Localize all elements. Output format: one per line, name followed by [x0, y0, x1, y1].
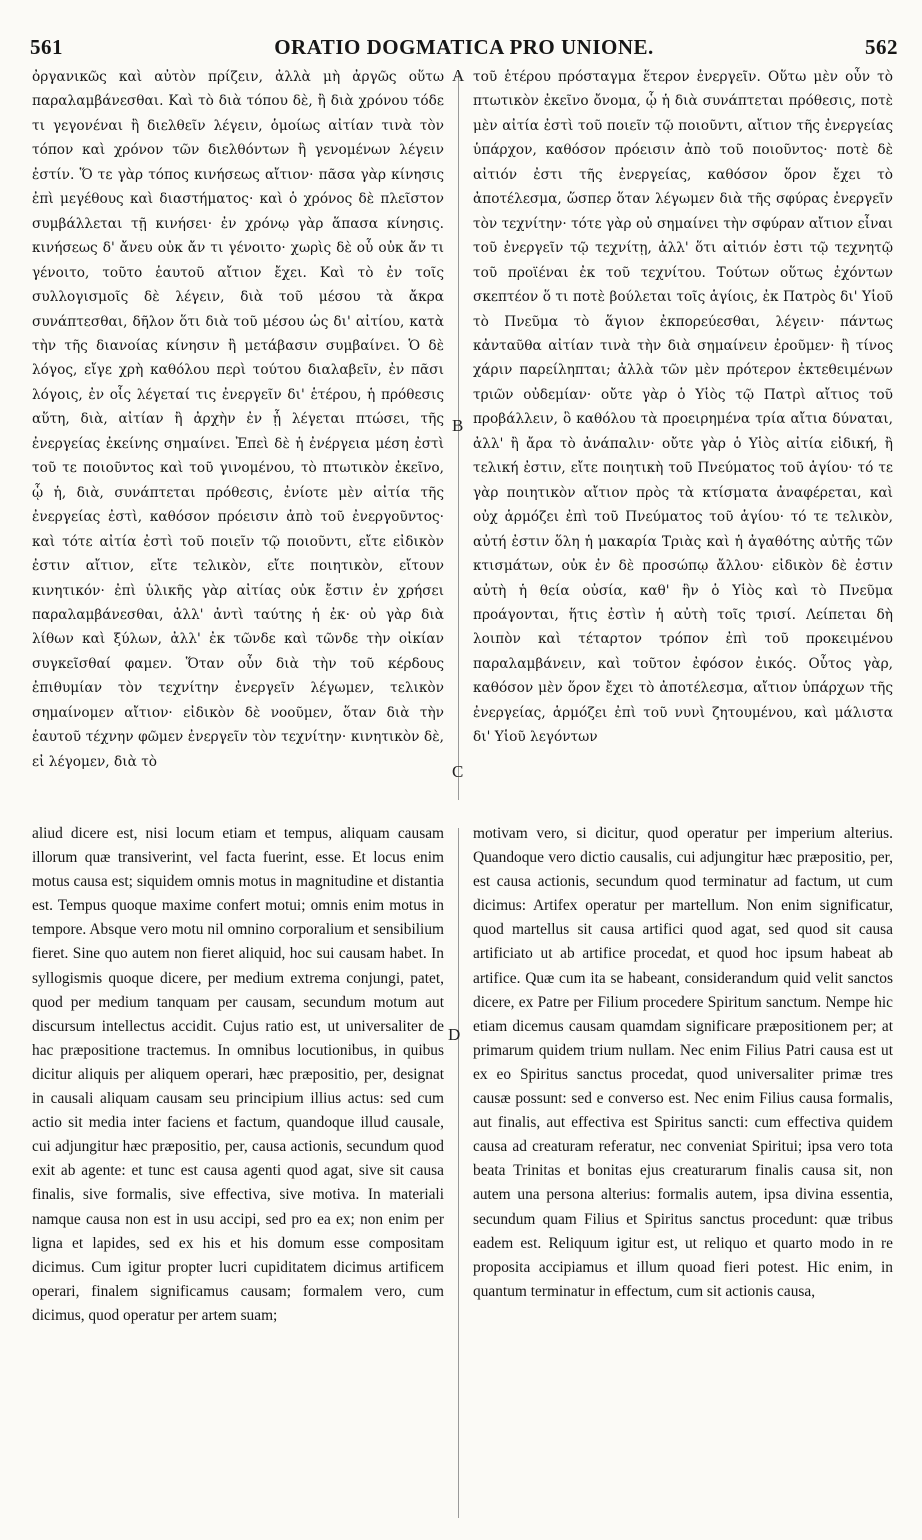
- latin-column-right: motivam vero, si dicitur, quod operatur per imperium alterius. Quandoque vero dictio causalis, cui adjungitur hæc præpositio, per, est causa actionis, secundum quod terminatur ad factum, ut cum dicimus: Artifex operatur per martellum. Non enim significatur, quod martellus sit causa artifici quod agat, sed quod sit causa artificiato ut ab artifice procedat, et quod hoc ipsum habeat ab artifice. Quæ cum ita se habeant, considerandum quid velit sanctos dicere, ex Patre per Filium procedere Spiritum sanctum. Nempe hic etiam dicemus causam quamdam significare præpositionem per; at primarum quidem trium nullam. Nec enim Filius Patri causa est ut ex eo Spiritus sanctus procedat, quod universaliter primæ tres causæ possunt: sed e converso est. Nec enim Filius causa formalis, aut finalis, aut effectiva est Spiritus sancti: cum effectiva quidem causa ad creaturam referatur, nec conveniat Spiritui; ipsa vero tota beata Trinitas et bonitas ejus creaturarum finalis causa sit, non autem una persona alterius: formalis autem, ipsa divina essentia, secundum quam Filius et Spiritus sanctus procedunt: quæ tribus eadem est. Reliquum igitur est, ut reliquo et quarto modo in re proposita accipiamus et illum quoad fieri potest. Hic enim, in quantum terminatur in effectum, cum sit actionis causa,: [473, 825, 893, 1300]
- section-marker-d: D: [448, 1025, 461, 1044]
- running-header: [30, 30, 898, 64]
- greek-column-left: ὀργανικῶς καὶ αὐτὸν πρίζειν, ἀλλὰ μὴ ἀργῶς οὕτω παραλαμβάνεσθαι. Καὶ τὸ διὰ τόπου δὲ, ἢ διὰ χρόνου τόδε τι γεγονέναι ἢ διελθεῖν λέγειν, ὁμοίως αἰτίαν τινὰ τὸν τόπον καὶ χρόνον τῶν διελθόντων ἢ γενομένων λέγειν ἐστίν. Ὅ τε γὰρ τόπος κινήσεως αἴτιον· πᾶσα γὰρ κίνησις ἐπὶ μεγέθους καὶ διαστήματος· καὶ ὁ χρόνος δὲ πλεῖστον συμβάλλεται τῇ κινήσει· ἐν χρόνῳ γὰρ ἅπασα κίνησις. κινήσεως δ' ἄνευ οὐκ ἄν τι γένοιτο· χωρὶς δὲ οὗ οὐκ ἄν τι γένοιτο, τοῦτο ἑαυτοῦ αἴτιον ἔχει. Καὶ τὸ ἐν τοῖς συλλογισμοῖς δὲ λέγειν, διὰ τοῦ μέσου τὰ ἄκρα συνάπτεσθαι, δῆλον ὅτι διὰ τοῦ μέσου ὡς δι' αἰτίου, κατὰ τὴν τῆς διανοίας κίνησιν ἢ μετάβασιν συμβαίνει. Ὁ δὲ λόγος, εἴγε χρὴ καθόλου περὶ τούτου διαλαβεῖν, ἐν πᾶσι λόγοις, ἐν οἷς λέγεταί τις ἐνεργεῖν δι' ἑτέρου, ἡ πρόθεσις αὕτη, διὰ, αἰτίαν ἢ ἀρχὴν ἐν ᾗ λέγεται πτώσει, τῆς ἐνεργείας ἐκείνης σημαίνει. Ἐπεὶ δὲ ἡ ἐνέργεια μέση ἐστὶ τοῦ τε ποιοῦντος καὶ τοῦ γινομένου, τὸ πτωτικὸν ἐκεῖνο, ᾧ ἡ, διὰ, συνάπτεται πρόθεσις, ἐνίοτε μὲν αἰτία τῆς ἐνεργείας ἐστὶ, καθόσον πρόεισιν ἀπὸ τοῦ ἐνεργοῦντος· καὶ τότε αἰτία ἐστὶ τοῦ ποιεῖν τῷ ποιοῦντι, εἴτε εἰδικὸν ἐστιν αἴτιον, εἴτε τελικὸν, εἴτε ποιητικὸν, εἴτουν κινητικόν· ἐπὶ ὑλικῆς γὰρ αἰτίας οὐκ ἔστιν ἐν χρήσει παραλαμβάνεσθαι, ἀλλ' ἀντὶ ταύτης ἡ ἐκ· οὐ γὰρ διὰ λίθων καὶ ξύλων, ἀλλ' ἐκ τῶνδε καὶ τῶνδε τὴν οἰκίαν συγκεῖσθαί φαμεν. Ὅταν οὖν διὰ τὴν τοῦ κέρδους ἐπιθυμίαν τὸν τεχνίτην ἐνεργεῖν λέγωμεν, τελικὸν σημαίνομεν αἴτιον· εἰδικὸν δὲ νοοῦμεν, ὅταν διὰ τὴν ἑαυτοῦ τέχνην φῶμεν ἐνεργεῖν τὸν τεχνίτην· κινητικὸν δὲ, εἰ λέγομεν, διὰ τὸ: [32, 69, 444, 770]
- page-number-left: 561: [30, 34, 63, 59]
- section-marker-a: A: [452, 66, 465, 85]
- column-divider-latin: [458, 828, 459, 1518]
- page-number-right: 562: [864, 34, 898, 59]
- greek-column-right: τοῦ ἑτέρου πρόσταγμα ἕτερον ἐνεργεῖν. Οὕτω μὲν οὖν τὸ πτωτικὸν ἐκεῖνο ὄνομα, ᾧ ἡ διὰ συνάπτεται πρόθεσις, ποτὲ μὲν αἰτία ἐστὶ τοῦ ποιεῖν τῷ ποιοῦντι, αἴτιον τῆς ἐνεργείας ὑπάρχον, καθόσον πρόεισιν ἀπὸ τοῦ ποιοῦντος· ποτὲ δὲ αἰτιόν ἐστι τῆς ἐνεργείας, καθόσον ὅρον ἔχει τὸ ἀποτέλεσμα, ὥσπερ ὅταν λέγωμεν διὰ τῆς σφύρας ἐνεργεῖν τὸν τεχνίτην· τότε γὰρ οὐ σημαίνει τὴν σφύραν αἴτιον εἶναι τοῦ ἐνεργεῖν τῷ τεχνίτῃ, ἀλλ' ὅτι αἰτιόν ἐστι τῷ τεχνητῷ τοῦ προϊέναι ἐκ τοῦ τεχνίτου. Τούτων οὕτως ἐχόντων σκεπτέον ὅ τι ποτὲ βούλεται τοῖς ἁγίοις, ἐκ Πατρὸς δι' Υἱοῦ τὸ Πνεῦμα τὸ ἅγιον ἐκπορεύεσθαι, λέγειν· πάντως κἀνταῦθα αἰτίαν τινὰ τὴν διὰ σημαίνειν ἐροῦμεν· ἢ τίνος χάριν παρείληπται; ἀλλὰ τῶν μὲν πρότερον ἐκτεθειμένων τριῶν οὐδεμίαν· οὔτε γὰρ ὁ Υἱὸς τῷ Πατρὶ αἴτιος τοῦ προβάλλειν, ὃ καθόλου τὰ προειρημένα τρία αἴτια δύναται, ἀλλ' ἢ ἄρα τὸ ἀνάπαλιν· οὔτε γὰρ ὁ Υἱὸς αἰτία εἰδική, ἢ τελική ἐστιν, εἴτε ποιητικὴ τοῦ Πνεύματος τοῦ ἁγίου· τό τε γὰρ ποιητικὸν αἴτιον πρὸς τὰ κτίσματα ἀναφέρεται, καὶ οὐχ ἁρμόζει ἐπὶ τοῦ Πνεύματος τοῦ ἁγίου· τό τε τελικὸν, αὐτή ἐστιν ὅλη ἡ μακαρία Τριὰς καὶ ἡ ἀγαθότης αὐτῆς τῶν κτισμάτων, οὐκ ἐν δὲ προσώπῳ ἄλλου· εἰδικὸν δὲ ἐστιν αὐτὴ ἡ θεία οὐσία, καθ' ἣν ὁ Υἱὸς καὶ τὸ Πνεῦμα προάγονται, ἥτις ἐστὶν ἡ αὐτὴ τοῖς τρισί. Λείπεται δὴ λοιπὸν καὶ τέταρτον τρόπον ἐπὶ τοῦ προκειμένου παραλαμβάνειν, καὶ τοῦτον ἐφόσον ἐικός. Οὗτος γὰρ, καθόσον μὲν ὅρον ἔχει τὸ ἀποτέλεσμα, αἴτιον ὑπάρχων τῆς ἐνεργείας, ἁρμόζει ἐπὶ τοῦ νυνὶ ζητουμένου, καὶ μάλιστα δι' Υἱοῦ λεγόντων: [473, 69, 893, 746]
- latin-column-left: aliud dicere est, nisi locum etiam et tempus, aliquam causam illorum quæ transiverint, vel facta fuerint, esse. Et locus enim motus causa est; siquidem omnis motus in magnitudine et distantia est. Tempus quoque maxime confert motui; omnis enim motus in tempore. Absque vero motu nil omnino corporalium et sensibilium fieret. Sine quo autem non fieret aliquid, hoc sui causam habet. In syllogismis quoque dicere, per medium extrema conjungi, patet, quod per medium tanquam per causam, secundum motum aut discursum intellectus accidit. Cujus ratio est, ut universaliter de hac præpositione tractemus. In omnibus locutionibus, in quibus dicitur aliquis per aliquem operari, hæc præpositio, per, designat in causali aliquam causam seu principium illius actus: sed cum actio sit media inter faciens et factum, quandoque illud causale, cui adjungitur hæc præpositio, per, causa actionis, secundum quod exit ab agente: et tunc est causa agenti quod agat, sive sit causa finalis, sive formalis, sive effectiva, sive motiva. In materiali namque causa non est in usu accipi, sed pro ea ex; non enim per ligna et lapides, sed ex his et his domum esse compositam dicimus. Cum igitur propter lucri cupiditatem dicimus artificem operari, finalem significamus causam; formalem vero, cum dicimus, quod operatur per artem suam;: [32, 825, 444, 1324]
- running-title: ORATIO DOGMATICA PRO UNIONE.: [274, 34, 654, 59]
- section-marker-c: C: [452, 762, 464, 781]
- section-marker-b: B: [452, 416, 464, 435]
